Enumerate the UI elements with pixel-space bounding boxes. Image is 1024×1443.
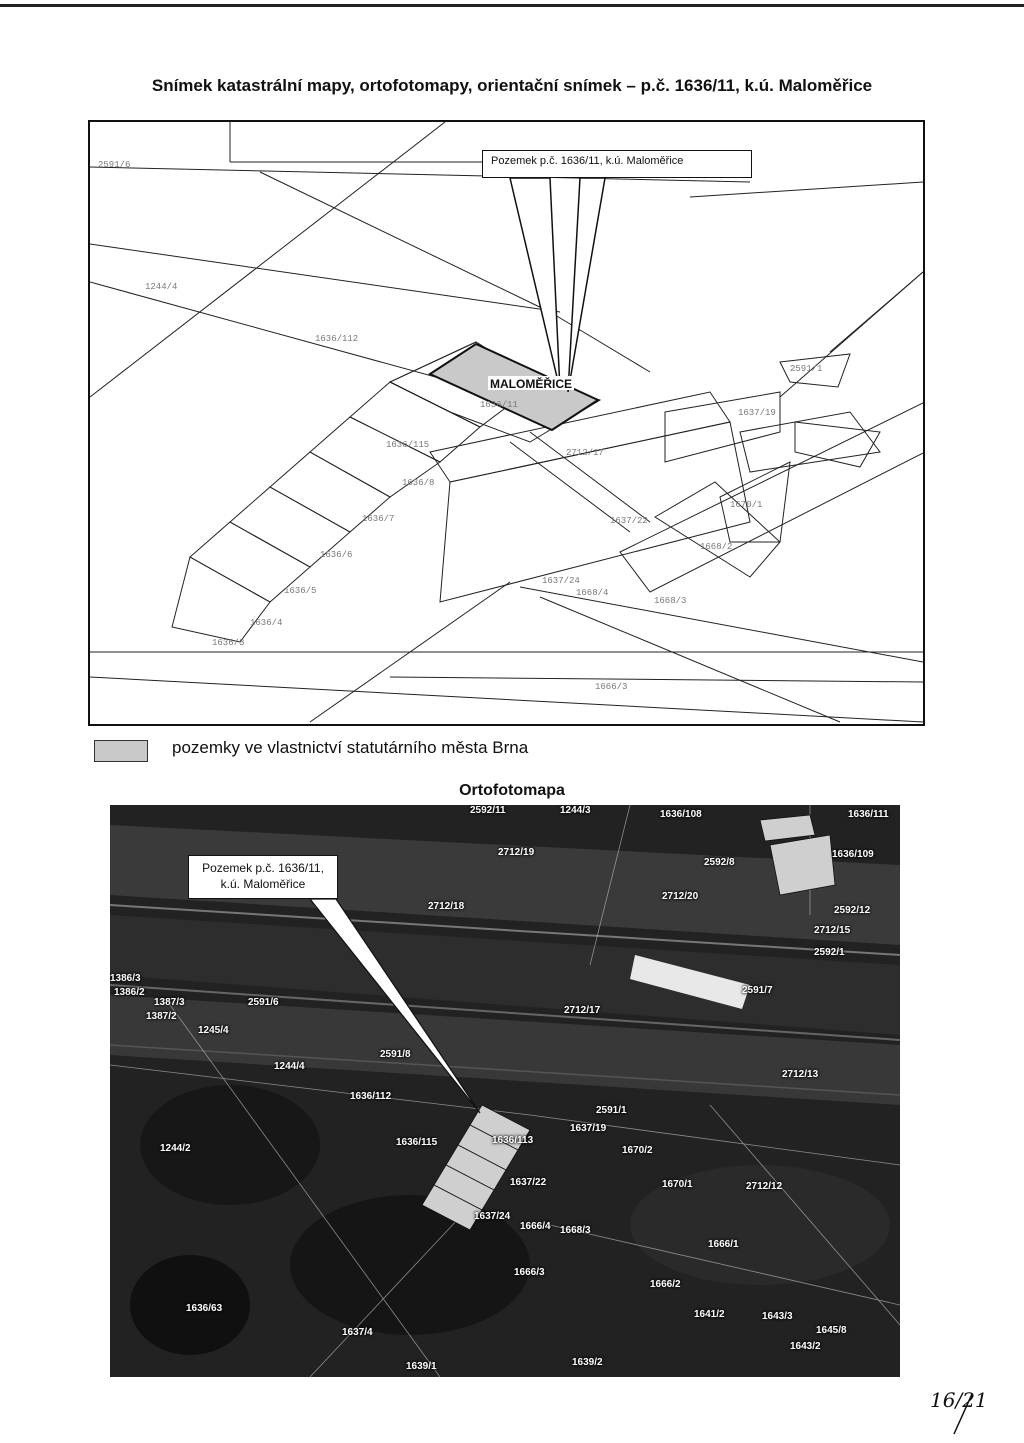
ortho-label: 2712/15 bbox=[814, 925, 851, 936]
parcel-label: 1636/5 bbox=[284, 586, 317, 596]
orthophoto-map bbox=[110, 805, 900, 1377]
cadastral-map-lines bbox=[90, 122, 923, 724]
ortho-label: 1636/109 bbox=[832, 849, 874, 860]
ortho-label: 2712/17 bbox=[564, 1005, 601, 1016]
ortho-label: 1666/3 bbox=[514, 1267, 545, 1278]
ortho-label: 1643/2 bbox=[790, 1341, 821, 1352]
ortho-label: 1645/8 bbox=[816, 1325, 847, 1336]
ortho-label: 1670/1 bbox=[662, 1179, 693, 1190]
ortho-label: 1639/2 bbox=[572, 1357, 603, 1368]
page-title: Snímek katastrální mapy, ortofotomapy, orientační snímek – p.č. 1636/11, k.ú. Maloměřice bbox=[151, 76, 873, 95]
cadastral-map bbox=[88, 120, 925, 726]
parcel-label: 1636/6 bbox=[320, 550, 353, 560]
ortho-label: 1386/2 bbox=[114, 987, 145, 998]
ortho-label: 2592/8 bbox=[704, 857, 735, 868]
parcel-label: 1636/7 bbox=[362, 514, 395, 524]
ortho-label: 1636/113 bbox=[492, 1135, 534, 1146]
ortho-label: 1666/1 bbox=[708, 1239, 739, 1250]
parcel-label: 2591/6 bbox=[98, 160, 131, 170]
ortho-label: 2591/1 bbox=[596, 1105, 627, 1116]
ortho-label: 1244/2 bbox=[160, 1143, 191, 1154]
ortho-label: 1668/3 bbox=[560, 1225, 591, 1236]
ortho-label: 2591/6 bbox=[248, 997, 279, 1008]
parcel-label: 1637/24 bbox=[542, 576, 580, 586]
district-label: MALOMĚŘICE bbox=[490, 377, 572, 391]
ortho-label: 1636/112 bbox=[350, 1091, 392, 1102]
ortho-label: 1641/2 bbox=[694, 1309, 725, 1320]
ortho-label: 1244/4 bbox=[274, 1061, 305, 1072]
parcel-label: 1637/22 bbox=[610, 516, 648, 526]
ortho-label: 1387/3 bbox=[154, 997, 185, 1008]
parcel-label: 1636/11 bbox=[480, 400, 518, 410]
ortho-label: 1639/1 bbox=[406, 1361, 437, 1372]
ortho-label: 2591/8 bbox=[380, 1049, 411, 1060]
callout-pointer-2 bbox=[568, 178, 605, 392]
parcel-label: 1636/4 bbox=[250, 618, 283, 628]
ortho-label: 1636/63 bbox=[186, 1303, 223, 1314]
callout-pointer-1 bbox=[510, 178, 560, 390]
ortho-label: 1636/115 bbox=[396, 1137, 438, 1148]
ortho-label: 2592/1 bbox=[814, 947, 845, 958]
ortho-label: 2592/12 bbox=[834, 905, 871, 916]
parcel-label: 1636/3 bbox=[212, 638, 245, 648]
parcel-label: 1636/112 bbox=[315, 334, 359, 344]
cadastral-callout: Pozemek p.č. 1636/11, k.ú. Maloměřice bbox=[482, 150, 752, 178]
parcel-label: 2712/17 bbox=[566, 448, 604, 458]
ortho-label: 1245/4 bbox=[198, 1025, 229, 1036]
parcel-label: 1666/3 bbox=[595, 682, 628, 692]
ortho-label: 2591/7 bbox=[742, 985, 773, 996]
parcel-label: 1636/8 bbox=[402, 478, 435, 488]
ortho-label: 1636/111 bbox=[848, 809, 889, 820]
ortho-label: 1637/24 bbox=[474, 1211, 511, 1222]
parcel-label: 1244/4 bbox=[145, 282, 178, 292]
legend-swatch bbox=[94, 740, 148, 762]
handwritten-page-number bbox=[928, 1388, 1008, 1438]
ortho-label: 2712/12 bbox=[746, 1181, 783, 1192]
ortho-callout-line2: k.ú. Maloměřice bbox=[220, 877, 306, 891]
parcel-label: 1668/3 bbox=[654, 596, 687, 606]
ortho-label: 1244/3 bbox=[560, 805, 591, 816]
page-number-text: 16/21 bbox=[930, 1388, 988, 1412]
ortho-label: 2592/11 bbox=[470, 805, 506, 816]
ortho-label: 1670/2 bbox=[622, 1145, 653, 1156]
ortho-label: 1643/3 bbox=[762, 1311, 793, 1322]
ortho-label: 1637/22 bbox=[510, 1177, 547, 1188]
ortho-label: 1636/108 bbox=[660, 809, 702, 820]
parcel-label: 2591/1 bbox=[790, 364, 823, 374]
parcel-label: 1670/1 bbox=[730, 500, 763, 510]
ortho-label: 1386/3 bbox=[110, 973, 141, 984]
parcel-label: 1636/115 bbox=[386, 440, 430, 450]
ortho-label: 1637/19 bbox=[570, 1123, 607, 1134]
ortho-label: 1387/2 bbox=[146, 1011, 177, 1022]
ortho-label: 2712/19 bbox=[498, 847, 535, 858]
parcel-label: 1637/19 bbox=[738, 408, 776, 418]
ortho-label: 2712/20 bbox=[662, 891, 699, 902]
ortho-label: 1666/2 bbox=[650, 1279, 681, 1290]
ortho-label: 1637/4 bbox=[342, 1327, 373, 1338]
parcel-label: 1668/4 bbox=[576, 588, 609, 598]
ortho-label: 1666/4 bbox=[520, 1221, 551, 1232]
ortho-callout bbox=[188, 855, 338, 899]
top-border-line bbox=[0, 4, 1024, 7]
ortho-title: Ortofotomapa bbox=[459, 782, 565, 799]
parcel-label: 1668/2 bbox=[700, 542, 733, 552]
legend-text: pozemky ve vlastnictví statutárního města Brna bbox=[172, 738, 529, 757]
ortho-callout-line1: Pozemek p.č. 1636/11, bbox=[202, 861, 324, 875]
ortho-label: 2712/18 bbox=[428, 901, 465, 912]
ortho-label: 2712/13 bbox=[782, 1069, 819, 1080]
